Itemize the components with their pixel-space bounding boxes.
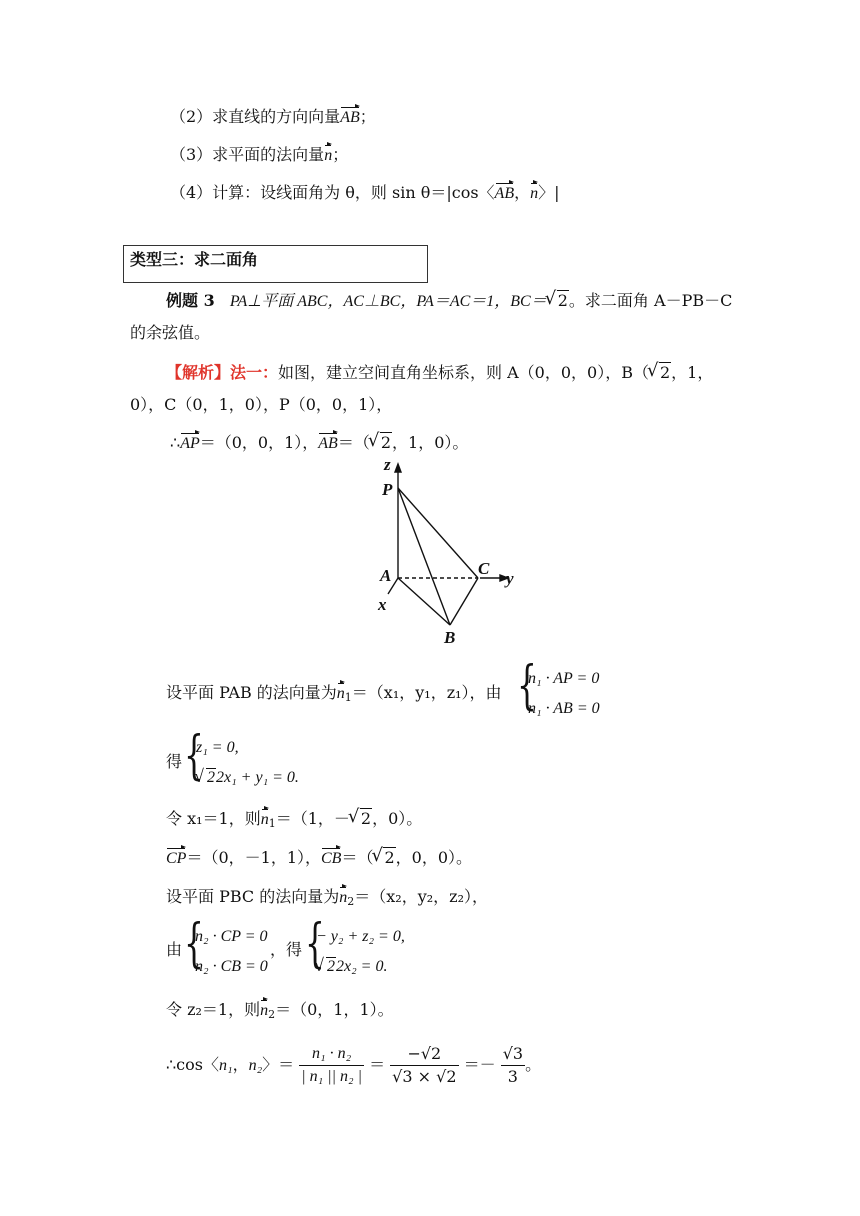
step-2-text: （2）求直线的方向向量 xyxy=(170,107,341,126)
solution-text: ，1， xyxy=(671,363,714,382)
brace: { xyxy=(184,914,204,974)
step-4-end: 〉| xyxy=(538,183,560,202)
label-z: z xyxy=(384,460,391,474)
sqrt: √ 2 xyxy=(649,361,671,385)
vector-cp: CP xyxy=(166,847,186,871)
solution-text: ＝（0，0，1）， xyxy=(199,433,319,452)
step-4 xyxy=(170,181,560,206)
body-text: ＝（1，－ xyxy=(275,809,350,828)
sys1-row2: n₁ · AB = 0 xyxy=(528,700,600,717)
solution-line-2: 0），C（0，1，0），P（0，0，1）， xyxy=(130,395,393,414)
label-b: B xyxy=(444,628,456,647)
body-text: 〉＝ xyxy=(262,1055,295,1074)
step-2 xyxy=(170,105,376,130)
body-text: ＝（0，1，1）。 xyxy=(275,1000,394,1019)
sys2-row1: z₁ = 0, xyxy=(196,739,239,756)
sys4-row2: √ 22x₂ = 0. xyxy=(316,955,387,979)
section-title: 类型三：求二面角 xyxy=(130,250,259,269)
solution-method: 法一： xyxy=(230,363,279,382)
vector-n: n xyxy=(324,144,332,168)
vector-ab: AB xyxy=(340,106,360,130)
edge-ab xyxy=(398,578,450,625)
body-text: ， xyxy=(232,1055,249,1074)
brace: { xyxy=(305,914,325,974)
fraction-3: $\frac{√3}{3}$ xyxy=(502,1044,524,1086)
brace: { xyxy=(517,656,537,716)
end-mark: 。 xyxy=(525,1055,542,1074)
body-text: ∴cos〈 xyxy=(166,1055,219,1074)
you-label: 由 xyxy=(166,940,183,959)
subscript: 1 xyxy=(344,691,352,704)
example-line-1 xyxy=(166,289,732,314)
de-label: 得 xyxy=(166,752,183,771)
label-x: x xyxy=(378,595,387,614)
body-text: 设平面 PAB 的法向量为 xyxy=(166,683,337,702)
vector-n1: n xyxy=(337,682,345,706)
solution-line-1 xyxy=(166,361,713,385)
label-p: P xyxy=(382,480,393,499)
vector-n2: n xyxy=(339,886,347,910)
vector-ab: AB xyxy=(495,182,515,206)
solution-text: ，1，0）。 xyxy=(392,433,469,452)
equals: ＝ xyxy=(369,1055,386,1074)
sys1-row1: n₁ · AP = 0 xyxy=(528,670,600,687)
step-2-end: ； xyxy=(359,107,376,126)
body-text: ＝（x₂，y₂，z₂）， xyxy=(354,887,488,906)
solution-text: 如图，建立空间直角坐标系，则 A（0，0，0），B（ xyxy=(278,363,649,382)
brace: { xyxy=(184,726,204,786)
vector-ap: AP xyxy=(180,432,200,456)
tetrahedron-figure xyxy=(370,460,530,650)
example-text-end: 。求二面角 A－PB－C xyxy=(568,291,733,310)
solution-line-3 xyxy=(170,431,468,456)
cp-cb-line: CP＝（0，－1，1），CB＝（√ 2，0，0）。 xyxy=(166,846,472,871)
label-y: y xyxy=(506,569,514,588)
edge-pc xyxy=(398,488,478,578)
example-text: PA⊥平面 ABC，AC⊥BC，PA＝AC＝1，BC＝ xyxy=(229,293,547,310)
body-text: ，0）。 xyxy=(372,809,423,828)
step-3-end: ； xyxy=(332,145,349,164)
plane-pbc-line: 设平面 PBC 的法向量为$n_2=(x_2$，y₂，z₂）， xyxy=(166,887,488,908)
cos-line xyxy=(166,1040,541,1091)
solution-tag: 【解析】 xyxy=(166,363,231,382)
step-4-text: （4）计算：设线面角为 θ，则 sin θ＝|cos〈 xyxy=(170,183,495,202)
sqrt: √ 2 xyxy=(370,431,392,455)
step-3 xyxy=(170,143,348,168)
label-c: C xyxy=(478,559,490,578)
vector-cb: CB xyxy=(321,847,341,871)
body-text: ＝（0，－1，1）， xyxy=(186,848,321,867)
vector-n: n xyxy=(530,182,538,206)
let-x1-line: 令 x₁＝1，则$n_1=(1$，－√ 2，0）。 xyxy=(166,807,422,836)
example-label: 例题 3 xyxy=(166,291,215,310)
plane-pab-line xyxy=(166,681,502,710)
fraction-2: $\frac{-√2}{√3 \times √2}$ xyxy=(392,1044,457,1086)
vector-n2: n₂ xyxy=(248,1057,263,1074)
z-arrow xyxy=(395,464,401,472)
vector-n1: n xyxy=(261,808,269,832)
fraction-1: $\frac{\text{n₁ · n₂}}{\text{| n₁ || n₂ |}}$ xyxy=(301,1045,362,1085)
body-text: 令 z₂＝1，则 xyxy=(166,1000,261,1019)
sys3-row1: n₂ · CP = 0 xyxy=(195,928,268,945)
step-3-text: （3）求平面的法向量 xyxy=(170,145,325,164)
edge-pb xyxy=(398,488,450,625)
edge-bc xyxy=(450,578,478,625)
body-text: 设平面 PBC 的法向量为 xyxy=(166,887,340,906)
label-a: A xyxy=(380,566,392,585)
body-text: ＝（x₁，y₁，z₁），由 xyxy=(351,683,502,702)
de2-label: ，得 xyxy=(270,940,303,959)
equals: ＝－ xyxy=(463,1055,496,1074)
body-text: ＝（ xyxy=(341,848,374,867)
example-line-2: 的余弦值。 xyxy=(130,323,211,342)
body-text: 令 x₁＝1，则 xyxy=(166,809,261,828)
let-z2-line: 令 z₂＝1，则$n_2=(0$，1，1）。 xyxy=(166,1000,394,1021)
therefore: ∴ xyxy=(170,433,181,452)
sys2-row2: √ 22x₁ + y₁ = 0. xyxy=(196,766,299,790)
vector-n1: n₁ xyxy=(219,1057,233,1074)
sys3-row2: n₂ · CB = 0 xyxy=(195,958,268,975)
sys4-row1: − y₂ + z₂ = 0, xyxy=(316,928,405,945)
solution-text: ＝（ xyxy=(337,433,370,452)
vector-n2: n xyxy=(260,999,268,1023)
step-4-mid: ， xyxy=(514,183,531,202)
sqrt: √ 2 xyxy=(547,289,569,313)
vector-ab: AB xyxy=(318,432,338,456)
body-text: ，0，0）。 xyxy=(395,848,473,867)
